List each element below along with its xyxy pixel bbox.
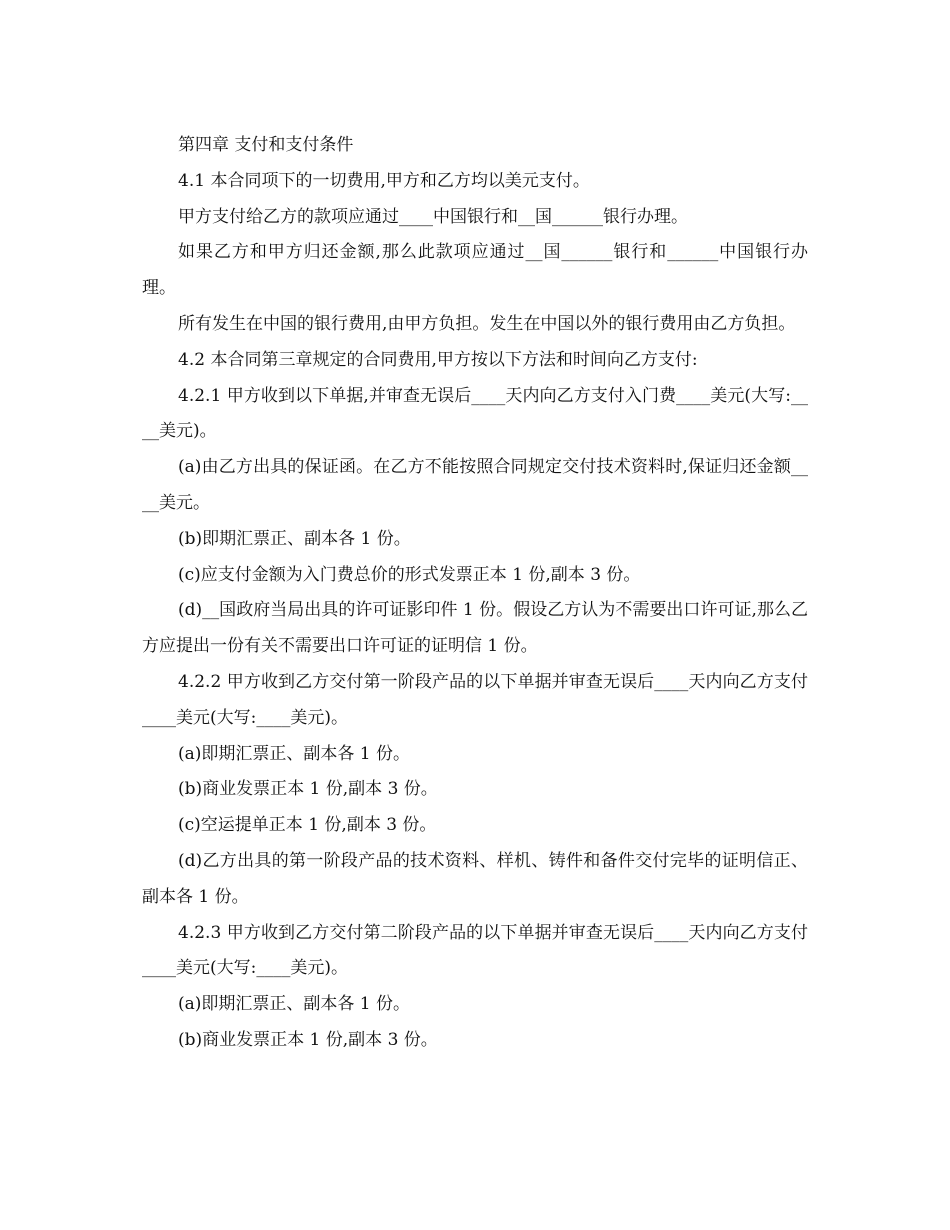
- list-item: (b)商业发票正本 1 份,副本 3 份。: [178, 779, 438, 800]
- paragraph: 4.1 本合同项下的一切费用,甲方和乙方均以美元支付。: [178, 170, 590, 191]
- clause-paragraph: 4.2.1 甲方收到以下单据,并审查无误后____天内向乙方支付入门费____美元(大写:____美元)。: [142, 385, 808, 442]
- list-item: (b)即期汇票正、副本各 1 份。: [178, 528, 411, 549]
- list-item: (c)空运提单正本 1 份,副本 3 份。: [178, 815, 437, 836]
- list-item: (d)乙方出具的第一阶段产品的技术资料、样机、铸件和备件交付完毕的证明信正、副本各 1 份。: [142, 850, 808, 907]
- clause-paragraph: 4.2.2 甲方收到乙方交付第一阶段产品的以下单据并审查无误后____天内向乙方支付____美元(大写:____美元)。: [142, 671, 808, 728]
- list-item: (a)即期汇票正、副本各 1 份。: [178, 994, 411, 1015]
- paragraph: 4.2 本合同第三章规定的合同费用,甲方按以下方法和时间向乙方支付:: [178, 349, 698, 370]
- list-item: (c)应支付金额为入门费总价的形式发票正本 1 份,副本 3 份。: [178, 564, 641, 585]
- list-item: (d)__国政府当局出具的许可证影印件 1 份。假设乙方认为不需要出口许可证,那么乙方应提出一份有关不需要出口许可证的证明信 1 份。: [142, 600, 808, 657]
- chapter-heading: 第四章 支付和支付条件: [178, 135, 354, 155]
- clause-paragraph: 4.2.3 甲方收到乙方交付第二阶段产品的以下单据并审查无误后____天内向乙方支付____美元(大写:____美元)。: [142, 922, 808, 979]
- list-item: (b)商业发票正本 1 份,副本 3 份。: [178, 1029, 438, 1050]
- paragraph: 如果乙方和甲方归还金额,那么此款项应通过__国______银行和______中国银行办理。: [142, 242, 808, 299]
- paragraph: 甲方支付给乙方的款项应通过____中国银行和__国______银行办理。: [178, 206, 688, 227]
- list-item: (a)由乙方出具的保证函。在乙方不能按照合同规定交付技术资料时,保证归还金额____美元。: [142, 457, 808, 513]
- list-item: (a)即期汇票正、副本各 1 份。: [178, 743, 411, 764]
- paragraph: 所有发生在中国的银行费用,由甲方负担。发生在中国以外的银行费用由乙方负担。: [178, 313, 796, 334]
- document-body: [142, 128, 808, 1059]
